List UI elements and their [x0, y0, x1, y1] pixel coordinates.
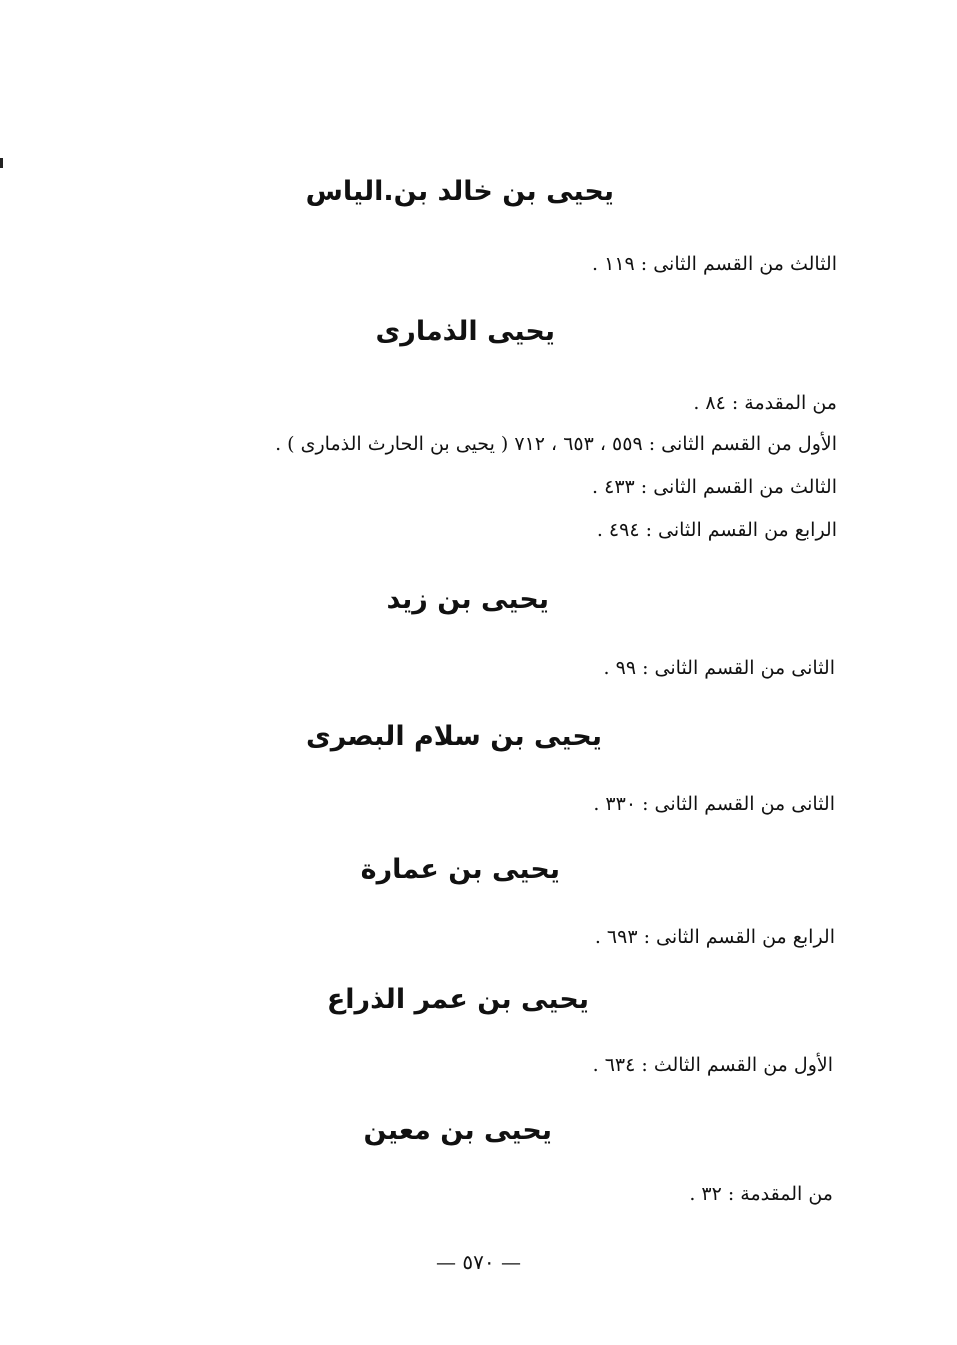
entry-ref: من المقدمة : ٣٢ . [689, 1183, 833, 1205]
entry-heading-yahya-ibn-umara: يحيى بن عمارة [360, 854, 560, 885]
entry-heading-yahya-ibn-khalid: يحيى بن خالد بن.الياس [305, 176, 614, 207]
page-number: — ٥٧٠ — [436, 1250, 521, 1274]
entry-ref: الثانى من القسم الثانى : ٣٣٠ . [593, 793, 835, 815]
entry-ref: الثانى من القسم الثانى : ٩٩ . [603, 657, 835, 679]
entry-ref: الرابع من القسم الثانى : ٦٩٣ . [594, 926, 835, 948]
entry-ref: الثالث من القسم الثانى : ١١٩ . [592, 253, 837, 275]
entry-ref: الأول من القسم الثالث : ٦٣٤ . [592, 1054, 833, 1076]
entry-ref: الثالث من القسم الثانى : ٤٣٣ . [592, 476, 837, 498]
scan-edge-mark [0, 158, 3, 168]
entry-heading-yahya-ibn-zayd: يحيى بن زيد [386, 584, 549, 615]
entry-heading-yahya-ibn-umar: يحيى بن عمر الذراع [326, 984, 589, 1015]
entry-heading-yahya-al-dhamari: يحيى الذمارى [375, 316, 555, 347]
entry-heading-yahya-ibn-main: يحيى بن معين [363, 1115, 552, 1146]
entry-heading-yahya-ibn-sallam: يحيى بن سلام البصرى [306, 721, 602, 752]
entry-ref: من المقدمة : ٨٤ . [693, 392, 837, 414]
entry-ref: الرابع من القسم الثانى : ٤٩٤ . [596, 519, 837, 541]
entry-ref: الأول من القسم الثانى : ٥٥٩ ، ٦٥٣ ، ٧١٢ ( يحيى بن الحارث الذمارى ) . [275, 433, 837, 455]
